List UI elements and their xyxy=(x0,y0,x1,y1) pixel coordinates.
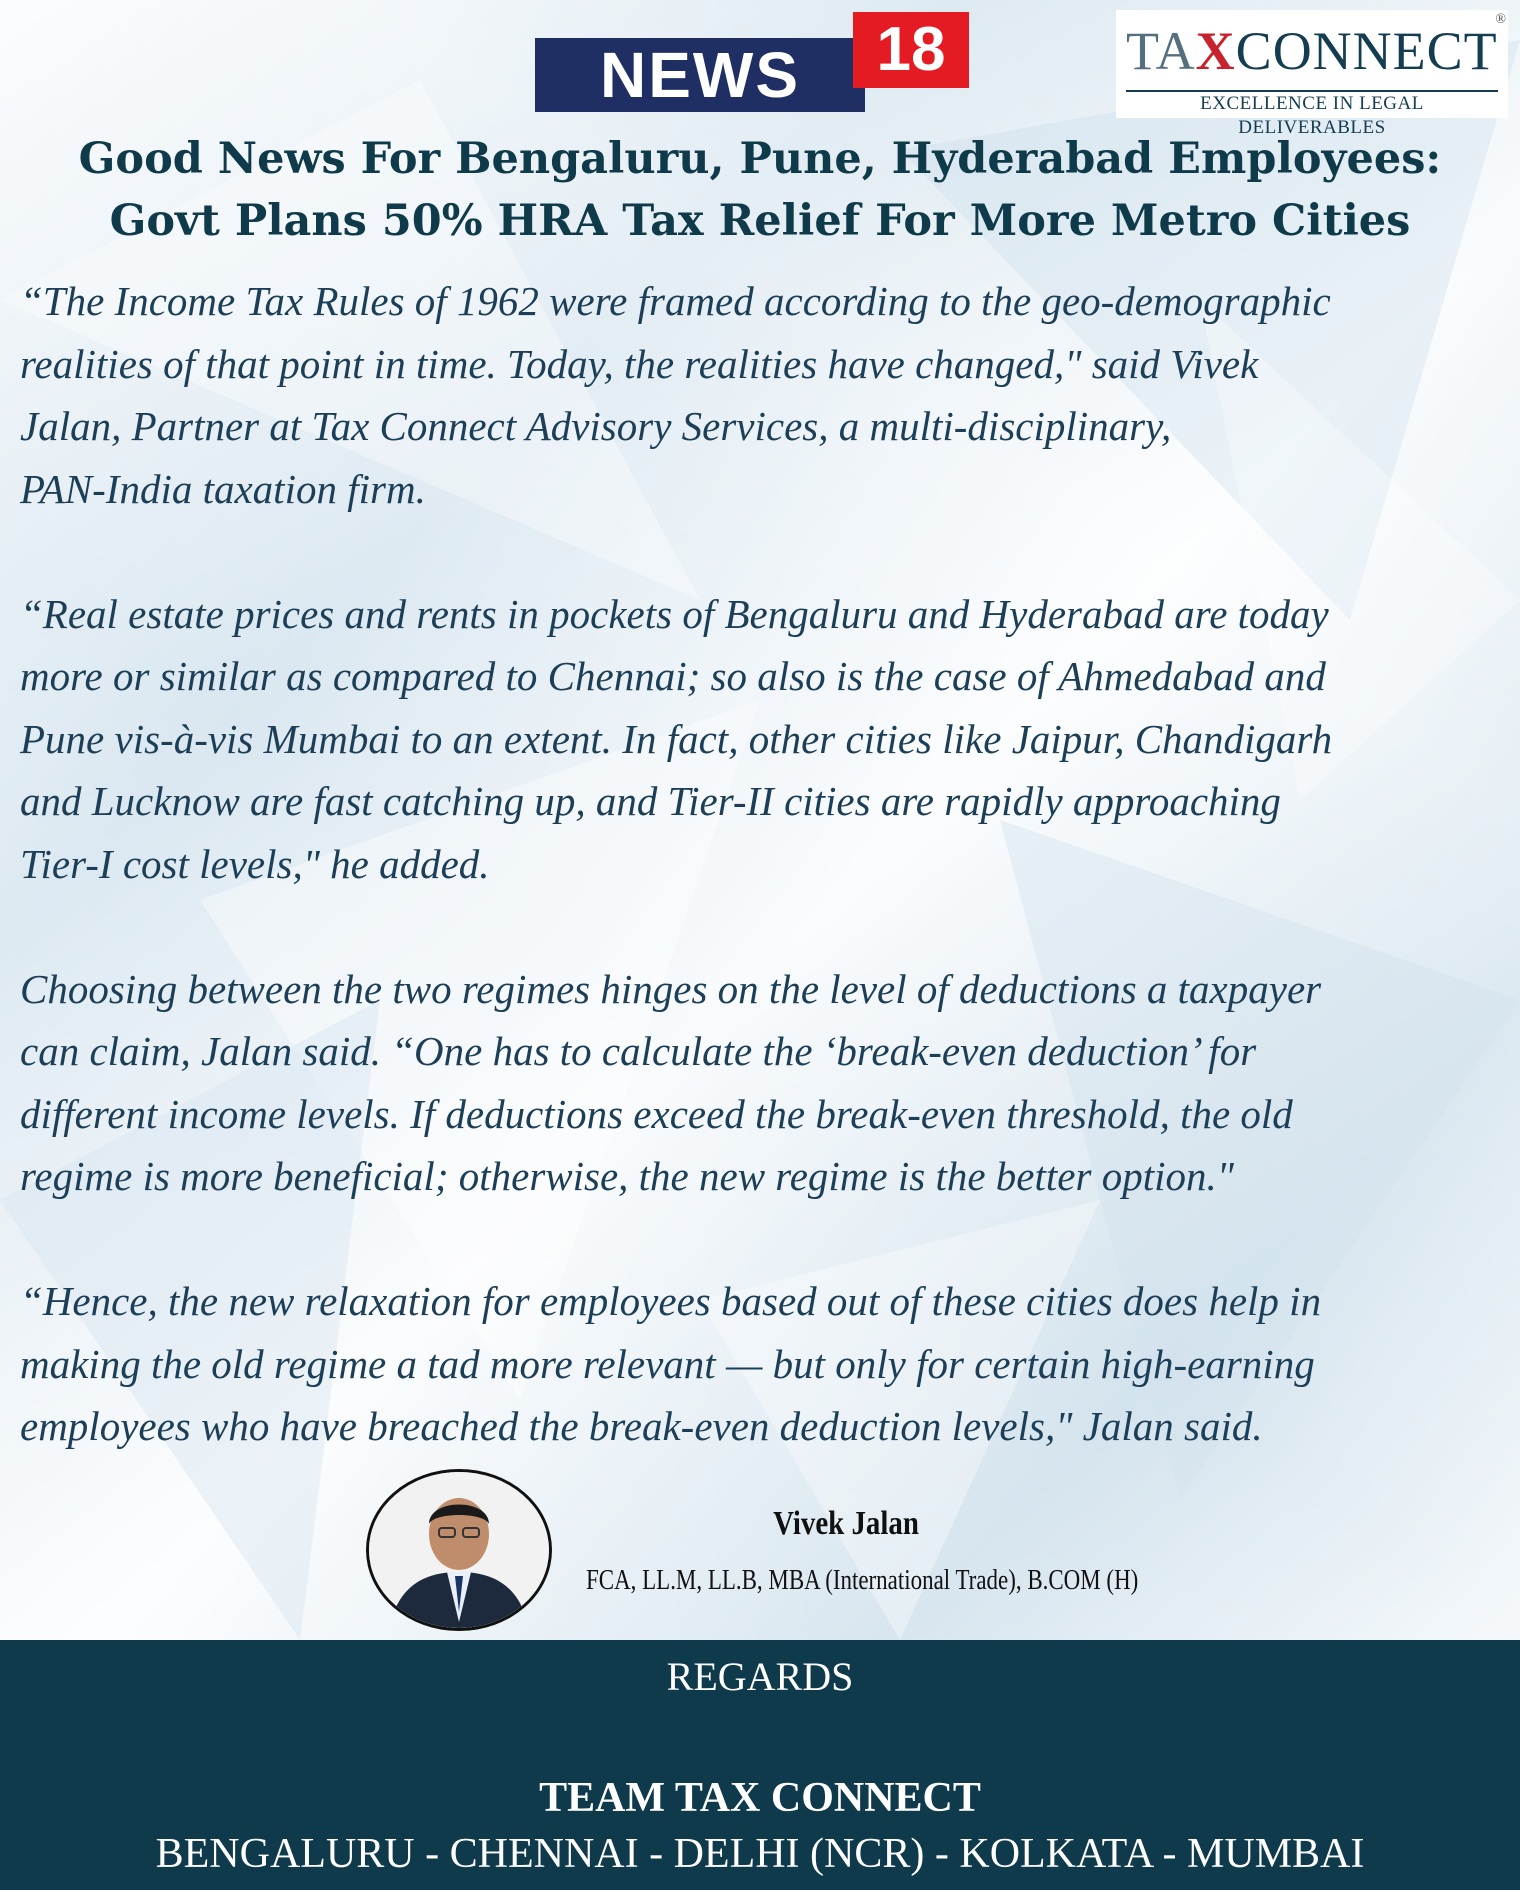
headline-line-1: Good News For Bengaluru, Pune, Hyderabad Employees: xyxy=(78,134,1442,184)
office-cities: BENGALURU - CHENNAI - DELHI (NCR) - KOLKATA - MUMBAI xyxy=(155,1831,1365,1877)
author-qualifications: FCA, LL.M, LL.B, MBA (International Trade), B.COM (H) xyxy=(586,1565,1139,1596)
taxconnect-logo-name: TAXCONNECT xyxy=(1126,21,1498,81)
author-name: Vivek Jalan xyxy=(773,1505,919,1542)
taxconnect-tagline: EXCELLENCE IN LEGAL DELIVERABLES xyxy=(1126,90,1498,114)
paragraph: “The Income Tax Rules of 1962 were framed according to the geo-demographic realities of that point in time. Today, the realities have changed," said Vivek Jalan, Partner at Tax Connect Advisory Services, a multi-disciplinary, PAN-India taxation firm. xyxy=(20,278,1331,512)
news18-logo-text: NEWS xyxy=(535,38,865,112)
avatar xyxy=(366,1469,552,1631)
page-title xyxy=(0,128,1520,252)
taxconnect-logo xyxy=(1116,10,1508,138)
registered-mark: ® xyxy=(1495,12,1506,27)
paragraph: “Hence, the new relaxation for employees based out of these cities does help in making the old regime a tad more relevant — but only for certain high-earning employees who have breached the break-even deduction levels," Jalan said. xyxy=(20,1278,1322,1449)
team-name: TEAM TAX CONNECT xyxy=(539,1775,981,1821)
news18-logo xyxy=(535,12,975,112)
author-profile xyxy=(366,1469,1186,1635)
regards-text: REGARDS xyxy=(666,1654,854,1699)
news18-logo-number: 18 xyxy=(853,12,969,88)
footer-banner xyxy=(0,1640,1520,1890)
paragraph: Choosing between the two regimes hinges on the level of deductions a taxpayer can claim, Jalan said. “One has to calculate the ‘break-even deduction’ for different income levels. If deductions exceed the break-even threshold, the old regime is more beneficial; otherwise, the new regime is the better option." xyxy=(20,965,1322,1199)
paragraph: “Real estate prices and rents in pockets of Bengaluru and Hyderabad are today more or similar as compared to Chennai; so also is the case of Ahmedabad and Pune vis-à-vis Mumbai to an extent. In fact, other cities like Jaipur, Chandigarh and Lucknow are fast catching up, and Tier-II cities are rapidly approaching Tier-I cost levels," he added. xyxy=(20,590,1333,887)
headline-line-2: Govt Plans 50% HRA Tax Relief For More Metro Cities xyxy=(109,196,1411,246)
article-body xyxy=(20,270,1510,1520)
